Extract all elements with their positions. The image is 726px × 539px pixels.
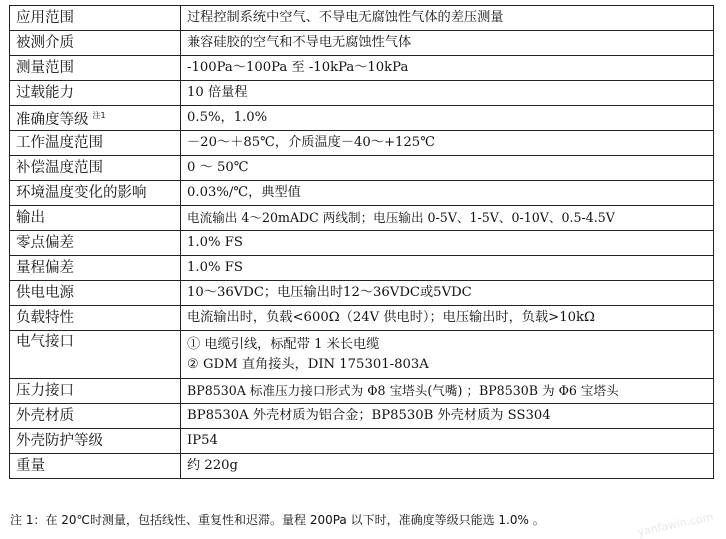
row-value: －20～＋85℃，介质温度－40～+125℃ [181,131,714,156]
row-value: 1.0% FS [181,256,714,281]
table-row [10,31,714,56]
row-label [10,106,181,131]
table-row [10,281,714,306]
spec-table [9,5,714,479]
row-label: 工作温度范围 [10,131,181,156]
row-value: 0.03%/℃，典型值 [181,181,714,206]
table-row [10,156,714,181]
row-label: 供电电源 [10,281,181,306]
row-label-text: 准确度等级 [16,111,89,128]
table-row [10,81,714,106]
table-row [10,404,714,429]
footnote: 注 1：在 20℃时测量，包括线性、重复性和迟滞。量程 200Pa 以下时，准确度等级只能选 1.0% 。 [10,513,545,527]
watermark: yanfawin.com [636,510,715,539]
table-row [10,256,714,281]
table-row [10,6,714,31]
row-value: 0 ～ 50℃ [181,156,714,181]
table-row [10,331,714,379]
row-label: 外壳材质 [10,404,181,429]
table-row [10,306,714,331]
table-row [10,56,714,81]
footnote-mark: 注1 [92,111,106,121]
row-value: -100Pa～100Pa 至 -10kPa～10kPa [181,56,714,81]
row-value-line: ② GDM 直角接头，DIN 175301-803A [187,356,429,372]
row-value-line: ① 电缆引线，标配带 1 米长电缆 [187,336,380,352]
row-value: BP8530A 外壳材质为铝合金；BP8530B 外壳材质为 SS304 [181,404,714,429]
row-label: 过载能力 [10,81,181,106]
row-label: 应用范围 [10,6,181,31]
row-value: 0.5%，1.0% [181,106,714,131]
table-row [10,429,714,454]
table-row [10,231,714,256]
row-label: 补偿温度范围 [10,156,181,181]
row-value: 电流输出 4～20mADC 两线制；电压输出 0-5V、1-5V、0-10V、0.5-4.5V [181,206,714,231]
row-value: 10～36VDC；电压输出时12～36VDC或5VDC [181,281,714,306]
row-label: 环境温度变化的影响 [10,181,181,206]
row-value: 10 倍量程 [181,81,714,106]
table-row [10,131,714,156]
table-row [10,206,714,231]
table-row [10,106,714,131]
table-row [10,379,714,404]
row-label: 压力接口 [10,379,181,404]
row-label: 测量范围 [10,56,181,81]
row-label: 负载特性 [10,306,181,331]
row-value: 电流输出时，负载<600Ω（24V 供电时）；电压输出时，负载>10kΩ [181,306,714,331]
row-value [181,331,714,379]
row-value: 过程控制系统中空气、不导电无腐蚀性气体的差压测量 [181,6,714,31]
row-label: 电气接口 [10,331,181,379]
row-value: 兼容硅胶的空气和不导电无腐蚀性气体 [181,31,714,56]
row-label: 零点偏差 [10,231,181,256]
row-label: 外壳防护等级 [10,429,181,454]
row-value: 1.0% FS [181,231,714,256]
row-label: 输出 [10,206,181,231]
row-label: 重量 [10,454,181,479]
table-row [10,454,714,479]
row-value: 约 220g [181,454,714,479]
table-row [10,181,714,206]
row-label: 被测介质 [10,31,181,56]
row-value: IP54 [181,429,714,454]
row-label: 量程偏差 [10,256,181,281]
row-value: BP8530A 标准压力接口形式为 Φ8 宝塔头(气嘴) ；BP8530B 为 Φ6 宝塔头 [181,379,714,404]
